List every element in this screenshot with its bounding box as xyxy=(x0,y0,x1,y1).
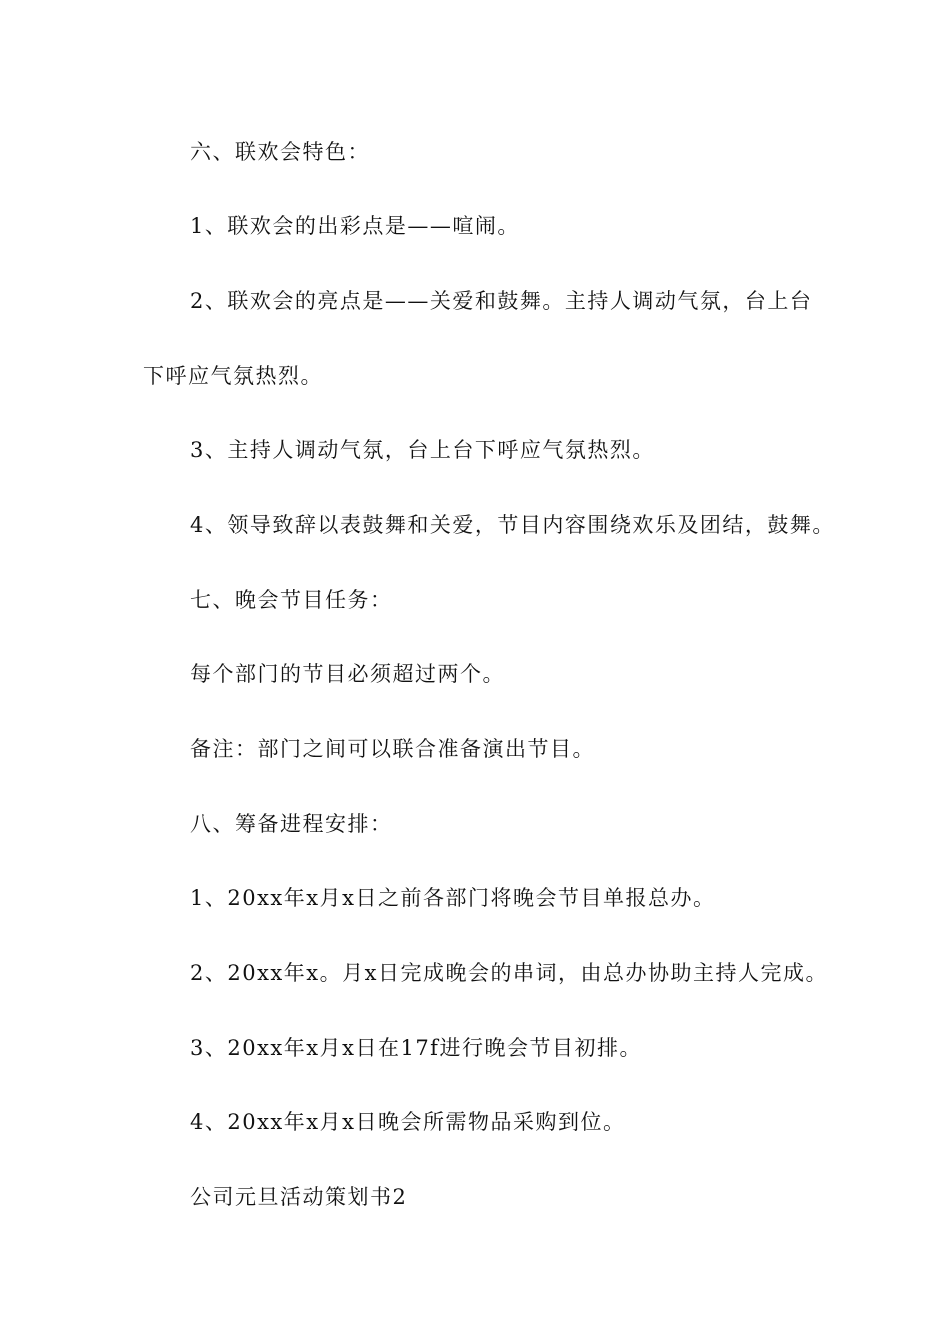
list-item: 1、联欢会的出彩点是——喧闹。 xyxy=(190,214,520,238)
list-item: 2、20xx年x。月x日完成晚会的串词，由总办协助主持人完成。 xyxy=(190,961,828,985)
section-heading-8: 八、筹备进程安排： xyxy=(190,812,393,836)
list-item: 3、20xx年x月x日在17f进行晚会节目初排。 xyxy=(190,1036,642,1060)
document-title: 公司元旦活动策划书2 xyxy=(190,1185,408,1209)
list-item: 4、领导致辞以表鼓舞和关爱，节目内容围绕欢乐及团结，鼓舞。 xyxy=(190,513,835,537)
list-item: 1、20xx年x月x日之前各部门将晚会节目单报总办。 xyxy=(190,886,716,910)
list-item: 4、20xx年x月x日晚会所需物品采购到位。 xyxy=(190,1110,626,1134)
section-heading-7: 七、晚会节目任务： xyxy=(190,588,393,612)
list-item: 2、联欢会的亮点是——关爱和鼓舞。主持人调动气氛，台上台 xyxy=(190,289,813,313)
section-heading-6: 六、联欢会特色： xyxy=(190,140,370,164)
list-item: 3、主持人调动气氛，台上台下呼应气氛热烈。 xyxy=(190,438,655,462)
body-paragraph: 每个部门的节目必须超过两个。 xyxy=(190,662,505,686)
list-item-continuation: 下呼应气氛热烈。 xyxy=(143,364,323,388)
note-paragraph: 备注：部门之间可以联合准备演出节目。 xyxy=(190,737,595,761)
